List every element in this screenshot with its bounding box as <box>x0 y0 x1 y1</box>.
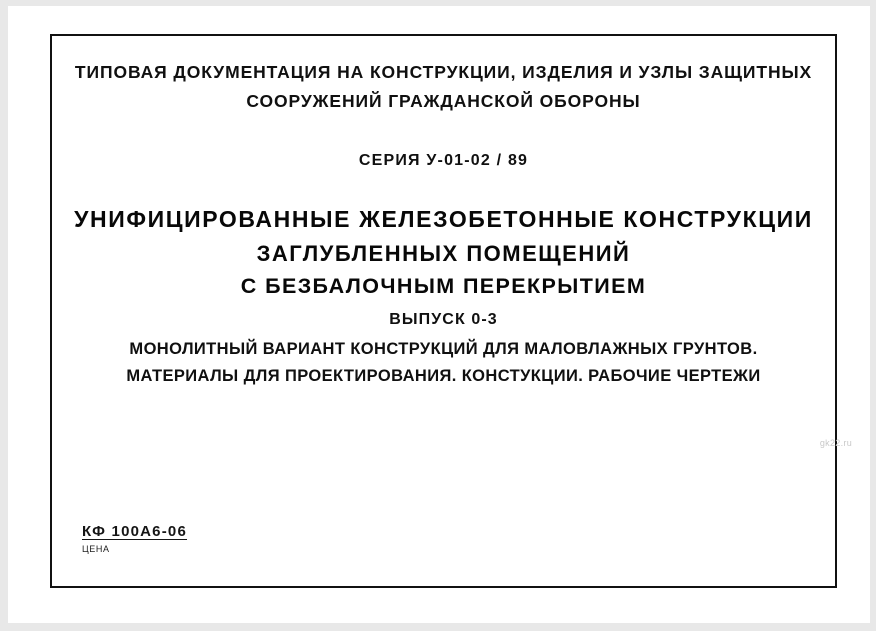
scan-edge-top <box>0 0 876 6</box>
footer-code-block <box>82 523 187 554</box>
title-page-border-frame <box>50 34 837 588</box>
subtitle-line-1: МОНОЛИТНЫЙ ВАРИАНТ КОНСТРУКЦИЙ ДЛЯ МАЛОВЛАЖНЫХ ГРУНТОВ. <box>129 340 758 358</box>
scan-edge-left <box>0 0 8 631</box>
scan-edge-right <box>870 0 876 631</box>
watermark: gk22.ru <box>819 438 852 448</box>
document-title-line-3: С БЕЗБАЛОЧНЫМ ПЕРЕКРЫТИЕМ <box>240 274 647 298</box>
document-title-line-1: УНИФИЦИРОВАННЫЕ ЖЕЛЕЗОБЕТОННЫЕ КОНСТРУКЦИИ <box>74 206 813 232</box>
title-page-content <box>52 36 835 586</box>
document-title-line-2: ЗАГЛУБЛЕННЫХ ПОМЕЩЕНИЙ <box>256 241 631 266</box>
issue-number: ВЫПУСК 0-3 <box>389 311 498 328</box>
series-designation: СЕРИЯ У-01-02 / 89 <box>358 152 529 169</box>
header-line-1: ТИПОВАЯ ДОКУМЕНТАЦИЯ НА КОНСТРУКЦИИ, ИЗДЕЛИЯ И УЗЛЫ ЗАЩИТНЫХ <box>74 62 813 82</box>
document-code: КФ 100А6-06 <box>82 523 188 540</box>
price-label: ЦЕНА <box>82 544 110 554</box>
scanned-sheet <box>10 8 866 620</box>
header-line-2: СООРУЖЕНИЙ ГРАЖДАНСКОЙ ОБОРОНЫ <box>246 91 641 111</box>
subtitle-line-2: МАТЕРИАЛЫ ДЛЯ ПРОЕКТИРОВАНИЯ. КОНСТУКЦИИ. РАБОЧИЕ ЧЕРТЕЖИ <box>126 367 761 385</box>
scan-edge-bottom <box>0 623 876 631</box>
